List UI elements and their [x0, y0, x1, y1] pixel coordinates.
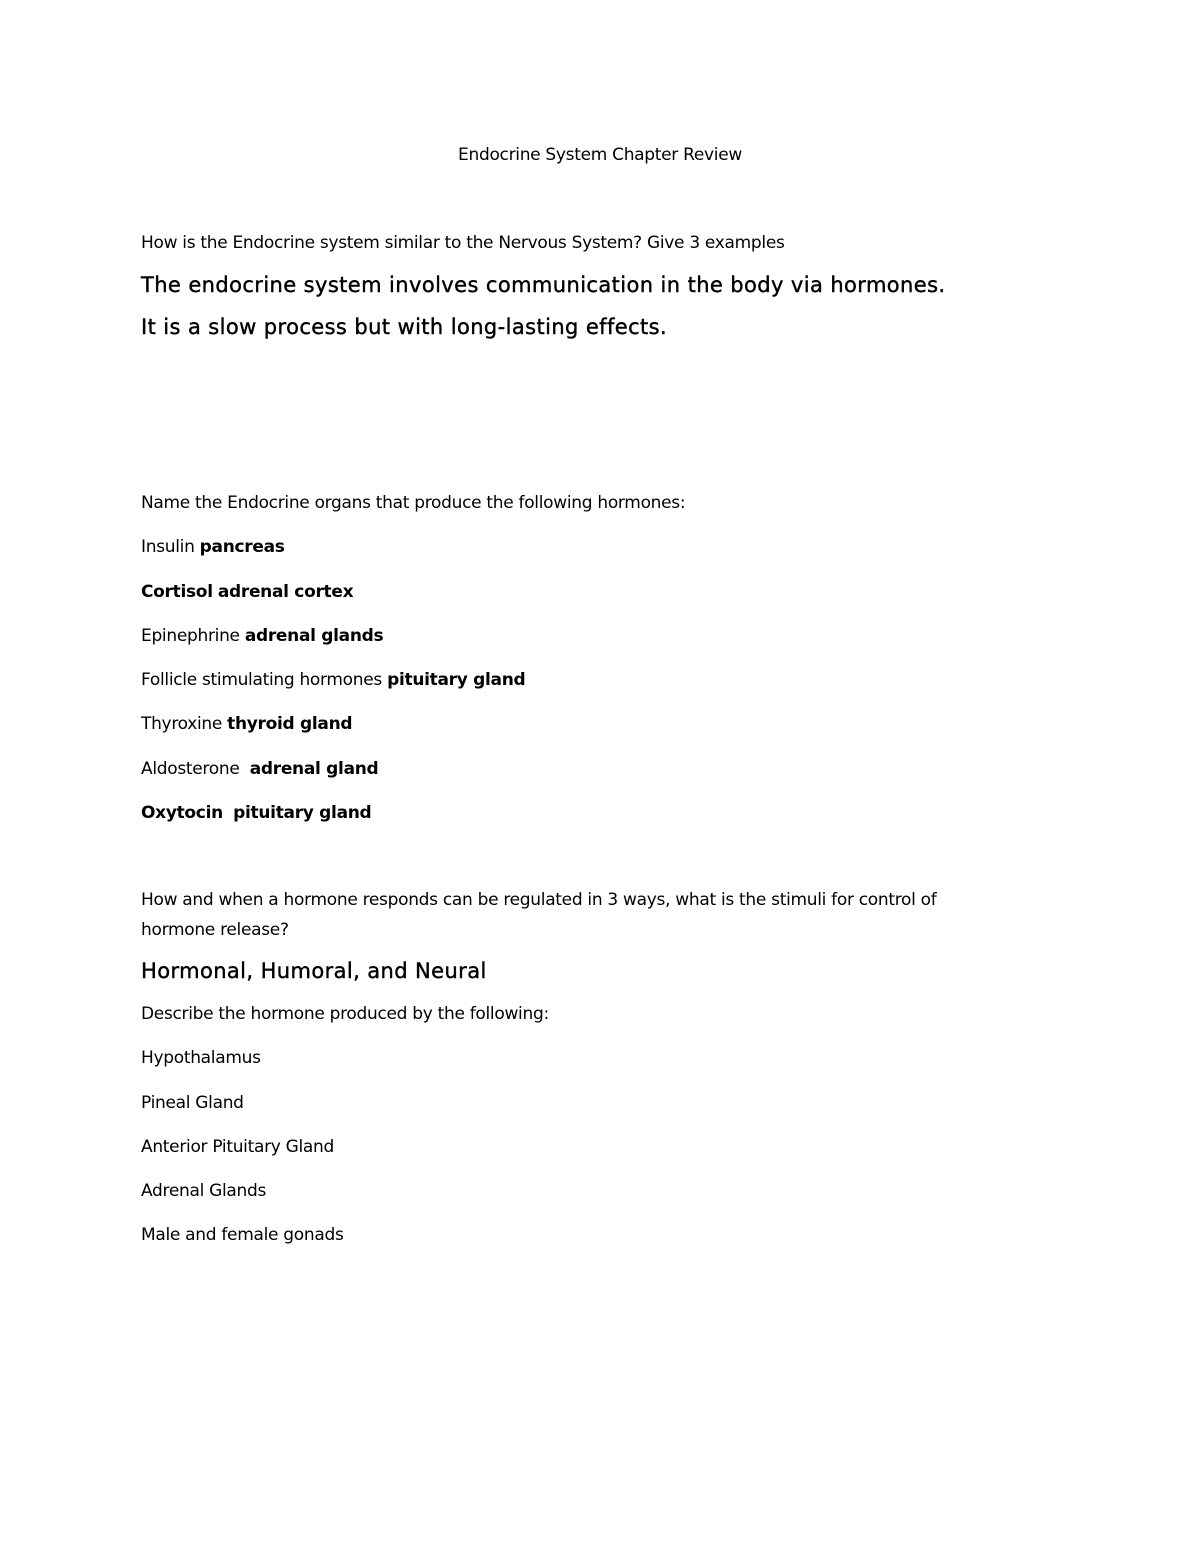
hormone-item	[141, 802, 371, 824]
gland-item: Pineal Gland	[141, 1093, 244, 1113]
hormone-item	[141, 758, 378, 780]
hormone-name: Thyroxine	[141, 714, 223, 734]
hormone-item	[141, 669, 525, 691]
organ-answer: pituitary gland	[387, 670, 526, 690]
hormone-name: Follicle stimulating hormones	[141, 670, 382, 690]
hormone-item	[141, 713, 352, 735]
hormone-item	[141, 625, 383, 647]
organ-answer: adrenal cortex	[217, 582, 354, 602]
gland-item: Anterior Pituitary Gland	[141, 1137, 335, 1157]
organ-answer: pancreas	[199, 537, 285, 557]
organ-answer: adrenal gland	[249, 759, 379, 779]
hormone-item	[141, 581, 353, 603]
organ-answer: thyroid gland	[227, 714, 353, 734]
hormone-name: Insulin	[141, 537, 195, 557]
question-1: How is the Endocrine system similar to the Nervous System? Give 3 examples	[141, 233, 785, 253]
hormone-name: Aldosterone	[141, 759, 240, 779]
hormone-name: Cortisol	[141, 582, 213, 602]
gland-item: Adrenal Glands	[141, 1181, 267, 1201]
answer-3: Hormonal, Humoral, and Neural	[141, 959, 487, 983]
hormone-item	[141, 536, 285, 558]
question-2-prompt: Name the Endocrine organs that produce the following hormones:	[141, 493, 686, 513]
question-4-prompt: Describe the hormone produced by the following:	[141, 1004, 549, 1024]
gland-item: Male and female gonads	[141, 1225, 344, 1245]
question-3-line-1: How and when a hormone responds can be regulated in 3 ways, what is the stimuli for control of	[141, 890, 937, 910]
question-3-line-2: hormone release?	[141, 920, 289, 940]
answer-1-line-1: The endocrine system involves communication in the body via hormones.	[141, 273, 946, 297]
answer-1-line-2: It is a slow process but with long-lasting effects.	[141, 315, 668, 339]
organ-answer: adrenal glands	[244, 626, 384, 646]
document-title: Endocrine System Chapter Review	[458, 145, 742, 165]
gland-item: Hypothalamus	[141, 1048, 261, 1068]
hormone-name: Oxytocin	[141, 803, 223, 823]
organ-answer: pituitary gland	[233, 803, 372, 823]
hormone-name: Epinephrine	[141, 626, 240, 646]
